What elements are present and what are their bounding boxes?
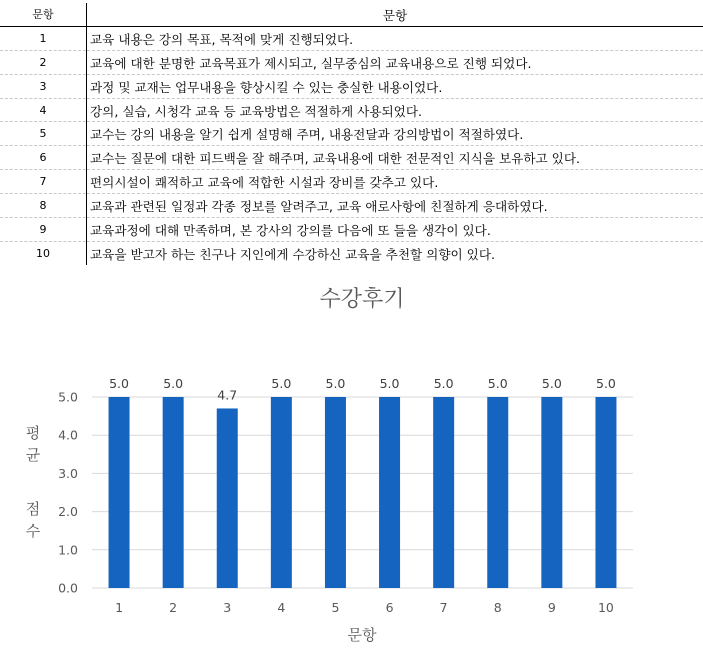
row-text: 교수는 질문에 대한 피드백을 잘 해주며, 교육내용에 대한 전문적인 지식을 보유하고 있다.	[87, 146, 703, 170]
row-num: 9	[0, 218, 87, 242]
data-label: 5.0	[379, 376, 400, 391]
x-tick-label: 10	[597, 600, 614, 615]
header-text: 문항	[87, 3, 703, 26]
table-row	[0, 50, 703, 74]
table-row	[0, 194, 703, 218]
y-tick-label: 5.0	[58, 389, 78, 405]
table-body	[0, 26, 703, 264]
y-tick-label: 1.0	[58, 542, 78, 558]
x-tick-label: 9	[547, 600, 556, 615]
x-tick-label: 6	[385, 600, 394, 615]
x-tick-label: 4	[277, 600, 286, 615]
x-axis-ticks	[115, 600, 614, 615]
row-num: 10	[36, 246, 50, 260]
row-text: 교수는 강의 내용을 알기 쉽게 설명해 주며, 내용전달과 강의방법이 적절하였다.	[87, 122, 703, 146]
bar	[217, 408, 238, 588]
row-text: 강의, 실습, 시청각 교육 등 교육방법은 적절하게 사용되었다.	[87, 98, 703, 122]
bar	[163, 397, 184, 588]
bar-chart	[0, 270, 703, 650]
data-labels	[109, 376, 616, 402]
row-text: 과정 및 교재는 업무내용을 향상시킬 수 있는 충실한 내용이었다.	[87, 74, 703, 98]
row-num: 6	[0, 146, 87, 170]
x-tick-label: 7	[439, 600, 448, 615]
row-text: 교육과 관련된 일정과 각종 정보를 알려주고, 교육 애로사항에 친절하게 응대하였다.	[87, 194, 703, 218]
x-tick-label: 5	[331, 600, 340, 615]
data-label: 5.0	[271, 376, 292, 391]
row-num: 1	[0, 26, 87, 50]
question-table	[0, 3, 703, 265]
row-num: 2	[0, 50, 87, 74]
y-tick-label: 3.0	[58, 465, 78, 481]
data-label: 5.0	[433, 376, 454, 391]
bar	[433, 397, 454, 588]
row-num: 4	[0, 98, 87, 122]
table-row	[0, 26, 703, 50]
y-tick-label: 4.0	[58, 427, 78, 443]
table-row	[0, 146, 703, 170]
y-axis-label-text: 평 균 점 수	[25, 424, 41, 540]
y-axis-ticks	[58, 390, 78, 596]
data-label: 5.0	[109, 376, 129, 391]
header-num: 문항	[0, 3, 87, 26]
table-row	[0, 122, 703, 146]
table-header-row	[0, 3, 703, 26]
row-text: 교육 내용은 강의 목표, 목적에 맞게 진행되었다.	[87, 26, 703, 50]
row-text: 교육과정에 대해 만족하며, 본 강사의 강의를 다음에 또 들을 생각이 있다.	[87, 218, 703, 242]
bar	[541, 397, 562, 588]
y-tick-label: 2.0	[58, 504, 78, 520]
y-tick-label: 0.0	[58, 580, 78, 596]
bar	[109, 397, 130, 588]
data-label: 5.0	[487, 376, 508, 391]
table-row	[0, 218, 703, 242]
data-label: 5.0	[325, 376, 346, 391]
x-tick-label: 8	[493, 600, 502, 615]
data-label: 4.7	[217, 387, 238, 403]
row-text: 교육에 대한 분명한 교육목표가 제시되고, 실무중심의 교육내용으로 진행 되었다.	[87, 50, 703, 74]
table-row	[0, 74, 703, 98]
x-tick-label: 1	[115, 600, 124, 615]
data-label: 5.0	[541, 376, 562, 391]
bars	[109, 397, 617, 588]
x-axis-label: 문항	[347, 626, 377, 644]
bar	[379, 397, 400, 588]
table-row	[0, 241, 703, 264]
bar	[271, 397, 292, 588]
bar	[487, 397, 508, 588]
row-num: 5	[0, 122, 87, 146]
data-label: 5.0	[596, 376, 616, 391]
row-num: 7	[0, 170, 87, 194]
table-row	[0, 170, 703, 194]
y-axis-label	[26, 424, 41, 540]
row-num: 3	[0, 74, 87, 98]
table-row	[0, 98, 703, 122]
row-text: 교육을 받고자 하는 친구나 지인에게 수강하신 교육을 추천할 의향이 있다.	[87, 241, 703, 264]
bar	[325, 397, 346, 588]
row-text: 편의시설이 쾌적하고 교육에 적합한 시설과 장비를 갖추고 있다.	[87, 170, 703, 194]
data-label: 5.0	[163, 376, 184, 391]
x-tick-label: 2	[169, 600, 178, 615]
row-num: 8	[0, 194, 87, 218]
chart-title: 수강후기	[319, 287, 405, 312]
x-tick-label: 3	[223, 600, 232, 615]
bar	[595, 397, 616, 588]
